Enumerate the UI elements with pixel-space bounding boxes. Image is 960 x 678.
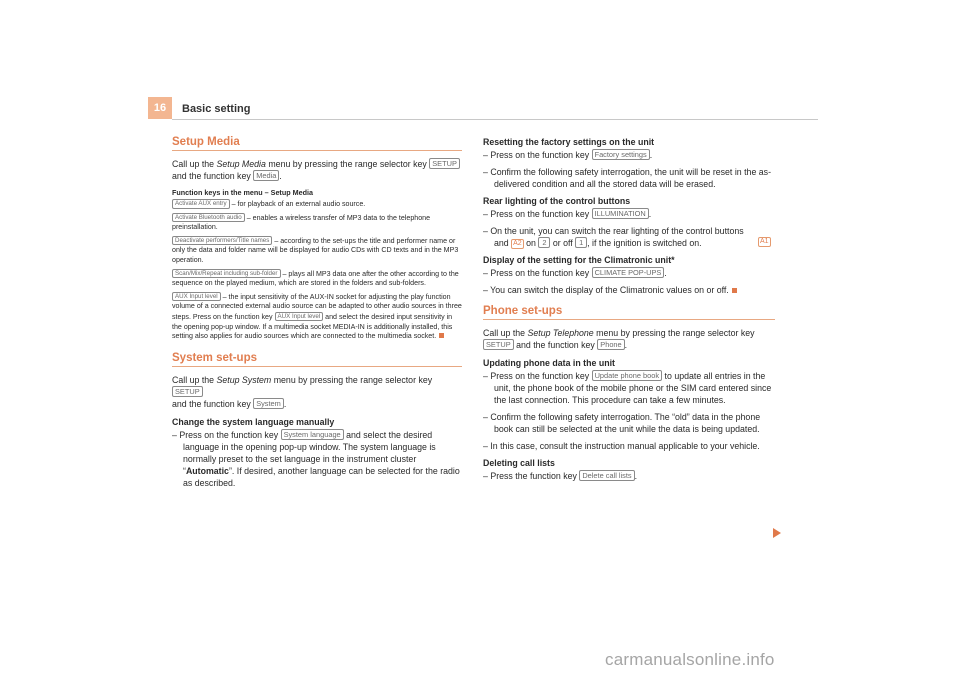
system-language-key: System language xyxy=(281,429,344,440)
setup-key: SETUP xyxy=(429,158,460,169)
climate-popups-key: CLIMATE POP-UPS xyxy=(592,267,665,278)
rear-lighting-step: – Press on the function key ILLUMINATION . xyxy=(483,209,652,219)
media-item: Deactivate performers/Title names – according to the set-ups the title and performer name or only the data and folder name will be displayed for audio CDs with CD texts and in the MP3 operation. xyxy=(172,236,459,264)
updating-phone-subheading: Updating phone data in the unit xyxy=(483,358,615,368)
rear-lighting-subheading: Rear lighting of the control buttons xyxy=(483,196,631,206)
aux-input-level-key-inline: AUX Input level xyxy=(275,312,324,322)
off-key: 1 xyxy=(575,237,587,248)
function-keys-subheading: Function keys in the menu – Setup Media xyxy=(172,188,313,197)
phone-setups-heading: Phone set-ups xyxy=(483,305,775,320)
updating-phone-step: – Press on the function key Update phone book to update all entries in the unit, the phone book of the mobile phone or the SIM card entered since the last connection. This procedure can take a few minutes. xyxy=(483,371,772,405)
scan-mix-repeat-key: Scan/Mix/Repeat including sub-folder xyxy=(172,269,281,279)
system-setups-heading: System set-ups xyxy=(172,352,462,367)
resetting-subheading: Resetting the factory settings on the unit xyxy=(483,137,655,147)
deactivate-performers-key: Deactivate performers/Title names xyxy=(172,236,272,246)
deleting-call-lists-subheading: Deleting call lists xyxy=(483,458,555,468)
updating-phone-step: – Confirm the following safety interrogation. The “old” data in the phone book can still be selected at the unit while the data is being updated. xyxy=(483,412,761,434)
illumination-key: ILLUMINATION xyxy=(592,208,649,219)
rear-lighting-step: – On the unit, you can switch the rear lighting of the control buttons and A2 on 2 or off 1 , if the ignition is switched on. xyxy=(483,226,744,248)
climatronic-step: – Press on the function key CLIMATE POP-UPS . xyxy=(483,268,667,278)
factory-settings-key: Factory settings xyxy=(592,149,650,160)
header-rule xyxy=(172,119,818,120)
media-item: Activate AUX entry – for playback of an external audio source. xyxy=(172,199,462,210)
deleting-call-lists-step: – Press the function key Delete call lists . xyxy=(483,471,638,481)
delete-call-lists-key: Delete call lists xyxy=(579,470,634,481)
right-column xyxy=(483,136,775,487)
update-phone-book-key: Update phone book xyxy=(592,370,663,381)
setup-key: SETUP xyxy=(172,386,203,397)
activate-bluetooth-key: Activate Bluetooth audio xyxy=(172,213,245,223)
system-key: System xyxy=(253,398,284,409)
phone-key: Phone xyxy=(597,339,624,350)
section-end-icon xyxy=(439,333,444,338)
ref-a2-icon: A2 xyxy=(513,240,522,247)
ref-a1-icon: A1 xyxy=(760,238,769,245)
climatronic-subheading: Display of the setting for the Climatronic unit* xyxy=(483,255,675,265)
system-setups-intro: Call up the Setup System menu by pressing the range selector key SETUP and the function key System . xyxy=(172,374,433,409)
section-end-icon xyxy=(732,288,737,293)
change-language-step: – Press on the function key System language and select the desired language in the opening pop-up window. The system language is normally preset to the set language in the instrument cluster “Automatic”. If desired, another language can be selected for the radio as described. xyxy=(172,429,460,488)
setup-media-intro: Call up the Setup Media menu by pressing the range selector key SETUP and the function key Media . xyxy=(172,158,462,182)
phone-setups-intro: Call up the Setup Telephone menu by pressing the range selector key SETUP and the function key Phone . xyxy=(483,328,755,350)
page-number: 16 xyxy=(148,97,172,119)
next-page-arrow-icon xyxy=(773,528,781,538)
setup-key: SETUP xyxy=(483,339,514,350)
on-key: 2 xyxy=(538,237,550,248)
resetting-step: – Confirm the following safety interrogation, the unit will be reset in the as-delivered condition and all the stored data will be erased. xyxy=(483,167,771,189)
watermark: carmanualsonline.info xyxy=(605,650,775,669)
media-item: AUX Input level – the input sensitivity of the AUX-IN socket for adjusting the play function volume of a connected external audio source can be adapted to other audio sources in three steps. Press on the function key AUX Input level and select the desired input sensitivity in the opening pop-up window. If a multimedia socket MEDIA-IN is additionally installed, this setting also applies for audio sources which are connected to the multimedia socket. xyxy=(172,292,462,341)
resetting-step: – Press on the function key Factory settings . xyxy=(483,150,653,160)
climatronic-step: – You can switch the display of the Climatronic values on or off. xyxy=(483,284,775,296)
running-title: Basic setting xyxy=(182,103,251,115)
updating-phone-step: – In this case, consult the instruction manual applicable to your vehicle. xyxy=(483,441,760,451)
activate-aux-key: Activate AUX entry xyxy=(172,199,230,209)
aux-input-level-key: AUX Input level xyxy=(172,292,221,302)
setup-media-heading: Setup Media xyxy=(172,136,462,151)
media-key: Media xyxy=(253,170,279,181)
media-item: Scan/Mix/Repeat including sub-folder – plays all MP3 data one after the other according to the sequence on the played medium, which are stored in the folders and sub-folders. xyxy=(172,269,459,288)
left-column xyxy=(172,136,462,494)
media-item: Activate Bluetooth audio – enables a wireless transfer of MP3 data to the telephone preinstallation. xyxy=(172,213,431,232)
change-language-subheading: Change the system language manually xyxy=(172,416,335,427)
